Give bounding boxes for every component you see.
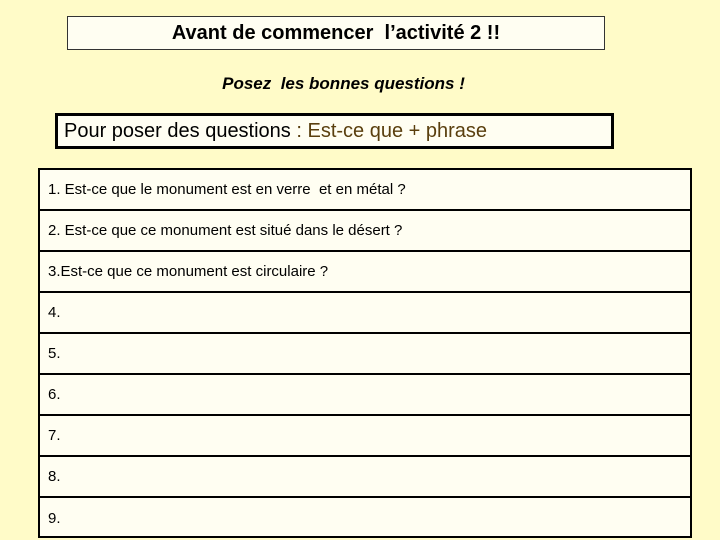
questions-table — [38, 168, 692, 538]
page-title — [67, 16, 605, 50]
question-row[interactable] — [40, 170, 690, 211]
rule-prefix: Pour poser des questions — [64, 119, 291, 142]
question-text: 2. Est-ce que ce monument est situé dans le désert ? — [48, 222, 403, 239]
question-row[interactable] — [40, 293, 690, 334]
question-row[interactable] — [40, 375, 690, 416]
question-row[interactable] — [40, 416, 690, 457]
question-text: 8. — [48, 468, 61, 485]
title-text: Avant de commencer l’activité 2 !! — [171, 21, 501, 44]
question-text: 7. — [48, 427, 61, 444]
question-row[interactable] — [40, 334, 690, 375]
question-text: 3.Est-ce que ce monument est circulaire ? — [48, 263, 329, 280]
question-text: 9. — [48, 509, 61, 527]
question-text: 6. — [48, 386, 61, 403]
rule-formula: Est-ce que + phrase — [307, 119, 488, 142]
question-row[interactable] — [40, 457, 690, 498]
question-text: 4. — [48, 304, 61, 321]
question-text: 5. — [48, 345, 61, 362]
question-row[interactable] — [40, 498, 690, 538]
rule-separator: : — [290, 119, 308, 142]
question-text: 1. Est-ce que le monument est en verre et en métal ? — [48, 181, 406, 198]
question-row[interactable] — [40, 211, 690, 252]
question-row[interactable] — [40, 252, 690, 293]
rule-box — [55, 113, 614, 149]
subtitle: Posez les bonnes questions ! — [222, 74, 465, 93]
